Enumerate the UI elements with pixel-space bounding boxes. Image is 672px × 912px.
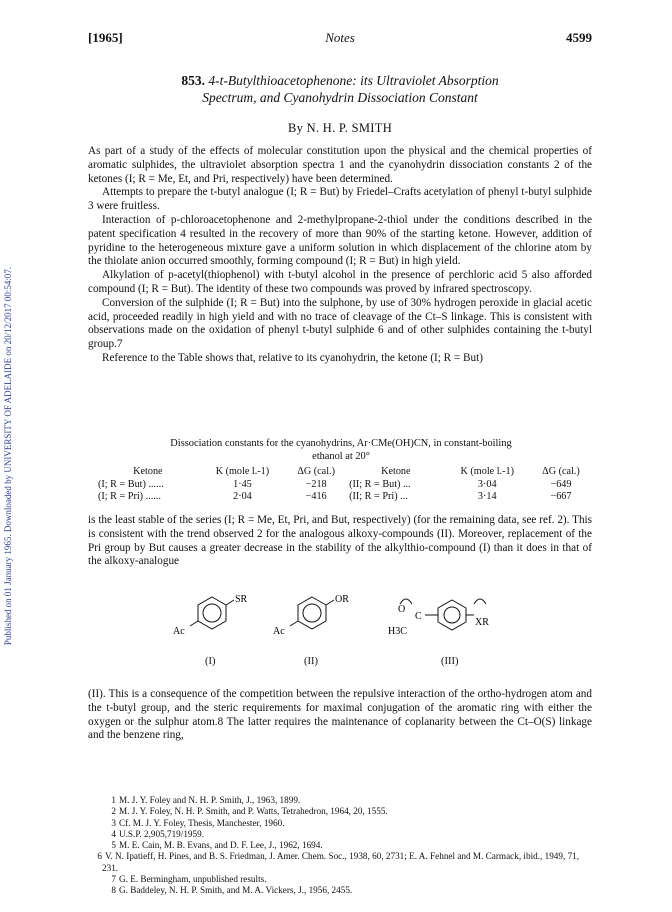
structure-iii (400, 599, 486, 630)
footnotes (97, 795, 592, 897)
footnote: 5 M. E. Cain, M. B. Evans, and D. F. Lee, J., 1962, 1694. (111, 840, 323, 851)
running-header (88, 30, 592, 48)
header-section: Notes (325, 30, 355, 45)
structure-i (190, 597, 234, 629)
footnote: 6 V. N. Ipatieff, H. Pines, and B. S. Friedman, J. Amer. Chem. Soc., 1938, 60, 2731; E. A. Fehnel and M. Carmack, ibid., 1949, 71, 231. (97, 851, 580, 873)
structure-iii-methyl: H3C (388, 626, 407, 637)
footnote: 2 M. J. Y. Foley, N. H. P. Smith, and P. Watts, Tetrahedron, 1964, 20, 1555. (111, 806, 388, 817)
article-number: 853. (181, 73, 205, 88)
structure-label-iii: (III) (441, 656, 459, 667)
paragraph-6: Reference to the Table shows that, relative to its cyanohydrin, the ketone (I; R = But) (102, 351, 483, 364)
structure-label-i: (I) (205, 656, 216, 667)
title-line-2: Spectrum, and Cyanohydrin Dissociation Constant (202, 90, 478, 105)
title-line-1 (88, 72, 592, 89)
table-cell: −649 (550, 478, 572, 490)
structure-label-ii: (II) (304, 656, 318, 667)
paragraph-final: (II). This is a consequence of the competition between the repulsive interaction of the ortho-hydrogen atom and the t-butyl group, and the steric requirements for maximal conjugation of the aromatic ring with either the oxygen or the sulphur atom.8 The latter requires the maintenance of coplanarity between the Ct–O(S) linkage and the benzene ring, (88, 688, 592, 742)
header-page-number: 4599 (566, 30, 592, 45)
paragraph-3: Interaction of p-chloroacetophenone and 2-methylpropane-2-thiol under the conditions described in the patent specification 4 resulted in the recovery of more than 90% of the starting ketone. However, addition of pyridine to the heterogeneous mixture gave a uniform solution in which displacement of the chlorine atom by the thiolate anion occurred smoothly, forming compound (I; R = But) in high yield. (88, 213, 592, 268)
structure-iii-carbon: C (415, 611, 422, 622)
table-cell: 2·04 (233, 491, 252, 502)
table-header: Ketone (381, 466, 411, 477)
table-cell: −218 (305, 478, 327, 490)
article-body-middle (88, 514, 592, 569)
table-header: K (mole l.-1) (460, 466, 514, 477)
structure-ii-acetyl: Ac (273, 626, 285, 637)
paragraph-after-table: is the least stable of the series (I; R = Me, Et, Pri, and But, respectively) (for the remaining data, see ref. 2). This is consistent with the trend observed 2 for the analogous alkoxy-compounds (II). Moreover, replacement of the Pri group by But causes a greater decrease in the stability of the alkylthio-compound (I) than it does in that of the alkoxy-analogue (88, 514, 592, 568)
article-body-intro (88, 145, 592, 366)
table-row (96, 491, 592, 504)
structure-ii (290, 597, 334, 629)
table-cell: (I; R = But) ...... (98, 478, 164, 490)
paragraph-4: Alkylation of p-acetyl(thiophenol) with t-butyl alcohol in the presence of perchloric acid 5 also afforded compound (I; R = But). The identity of these two compounds was proved by infrared spectroscopy. (88, 269, 592, 295)
table-caption-line-1: Dissociation constants for the cyanohydrins, Ar·CMe(OH)CN, in constant-boiling (170, 438, 512, 449)
structure-iii-substituent: XR (475, 617, 489, 628)
table-header: K (mole l.-1) (215, 466, 270, 477)
table-cell: −667 (550, 491, 572, 502)
benzene-ring-i (198, 597, 226, 629)
table-header: ΔG (cal.) (542, 466, 580, 477)
table-caption-line-2: ethanol at 20° (312, 451, 370, 462)
article-title (88, 72, 592, 106)
footnote: 8 G. Baddeley, N. H. P. Smith, and M. A. Vickers, J., 1956, 2455. (111, 885, 353, 896)
benzene-ring-iii (438, 600, 466, 630)
structure-ii-substituent: OR (335, 594, 349, 605)
table-header: Ketone (133, 466, 163, 477)
paragraph-1: As part of a study of the effects of molecular constitution upon the physical and the chemical properties of aromatic sulphides, the ultraviolet absorption spectra 1 and the cyanohydrin dissociation constants 2 of the ketones (I; R = Me, Et, and Pri, respectively) have been determined. (88, 145, 592, 185)
chemical-structures (170, 592, 550, 650)
table-cell: (II; R = Pri) ... (349, 491, 408, 502)
footnote: 3 Cf. M. J. Y. Foley, Thesis, Manchester, 1960. (111, 817, 285, 828)
article-author: By N. H. P. SMITH (287, 121, 393, 135)
table-cell: (II; R = But) ... (349, 478, 411, 490)
footnote: 1 M. J. Y. Foley and N. H. P. Smith, J., 1963, 1899. (111, 795, 301, 805)
table-header: ΔG (cal.) (297, 466, 335, 477)
structure-iii-oxygen: O (398, 604, 406, 615)
table-cell: 1·45 (233, 478, 252, 490)
table-cell: (I; R = Pri) ...... (98, 491, 161, 502)
structure-i-substituent: SR (235, 594, 248, 605)
table-cell: 3·04 (477, 478, 497, 490)
paragraph-2: Attempts to prepare the t-butyl analogue (I; R = But) by Friedel–Crafts acetylation of phenyl t-butyl sulphide 3 were fruitless. (88, 186, 592, 213)
table-cell: −416 (305, 491, 327, 502)
structure-i-acetyl: Ac (173, 626, 185, 637)
article-body-end (88, 688, 592, 743)
table-header-row (96, 466, 592, 479)
footnote: 7 G. E. Bermingham, unpublished results. (111, 874, 267, 885)
dissociation-table (96, 466, 592, 504)
curved-arrow-2 (474, 599, 486, 604)
download-notice-sidebar (0, 0, 16, 912)
benzene-ring-ii (298, 597, 326, 629)
header-year: [1965] (88, 30, 123, 45)
paragraph-5: Conversion of the sulphide (I; R = But) into the sulphone, by use of 30% hydrogen peroxide in glacial acetic acid, proceeded readily in high yield and with no trace of cleavage of the Ct–S linkage. This is consistent with observations made on the oxidation of phenyl t-butyl sulphide 6 and of other sulphides containing the t-butyl group.7 (88, 296, 592, 351)
title-text-1: 4-t-Butylthioacetophenone: its Ultraviolet Absorption (208, 73, 499, 88)
table-caption (120, 437, 562, 463)
footnote: 4 U.S.P. 2,905,719/1959. (111, 828, 204, 839)
table-row (96, 479, 592, 492)
download-notice-text: Published on 01 January 1965. Downloaded by UNIVERSITY OF ADELAIDE on 20/12/2017 00:54:07. (3, 266, 13, 646)
table-cell: 3·14 (477, 491, 497, 502)
